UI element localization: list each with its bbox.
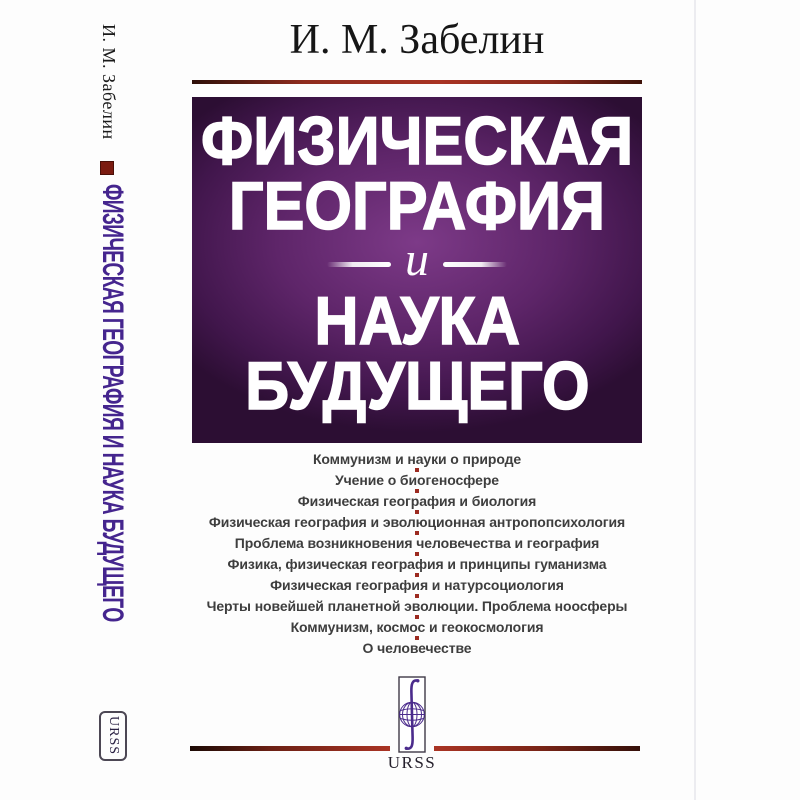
title-connector-letter: и xyxy=(405,232,429,286)
topic-item: Черты новейшей планетной эволюции. Проблема ноосферы xyxy=(206,598,628,614)
title-line-1: ФИЗИЧЕСКАЯ xyxy=(200,103,634,179)
spine-bullet-icon xyxy=(100,161,114,175)
title-panel xyxy=(192,97,642,443)
spine-publisher-badge xyxy=(99,711,127,761)
title-connector xyxy=(327,232,507,289)
topic-item: О человечестве xyxy=(362,640,472,656)
topic-item: Физическая география и эволюционная антропопсихология xyxy=(208,514,626,530)
spine-author: И. М. Забелин xyxy=(99,24,119,140)
spine-title: ФИЗИЧЕСКАЯ ГЕОГРАФИЯ И НАУКА БУДУЩЕГО xyxy=(96,184,129,622)
page-edge-line xyxy=(694,0,696,800)
topic-item: Физическая география и натурсоциология xyxy=(270,577,564,593)
bottom-rule-left xyxy=(190,746,390,751)
topic-item: Коммунизм и науки о природе xyxy=(312,451,522,467)
topics-list xyxy=(192,452,642,656)
divider-dash-icon xyxy=(327,262,391,267)
divider-dash-icon xyxy=(443,262,507,267)
title-line-4: БУДУЩЕГО xyxy=(244,348,590,424)
topic-item: Физика, физическая география и принципы гуманизма xyxy=(227,556,607,572)
bottom-rule-right xyxy=(434,746,640,751)
publisher-name: URSS xyxy=(387,753,437,772)
title-line-3: НАУКА xyxy=(314,283,520,359)
topic-item: Проблема возникновения человечества и география xyxy=(234,535,600,551)
top-rule xyxy=(192,80,642,84)
publisher-logo-icon xyxy=(398,676,426,753)
topic-item: Коммунизм, космос и геокосмология xyxy=(290,619,544,635)
topic-item: Учение о биогеносфере xyxy=(335,472,499,488)
topic-item: Физическая география и биология xyxy=(297,493,537,509)
title-line-2: ГЕОГРАФИЯ xyxy=(228,168,606,244)
spine-publisher-label: URSS xyxy=(106,716,121,756)
author-name: И. М. Забелин xyxy=(289,17,545,63)
